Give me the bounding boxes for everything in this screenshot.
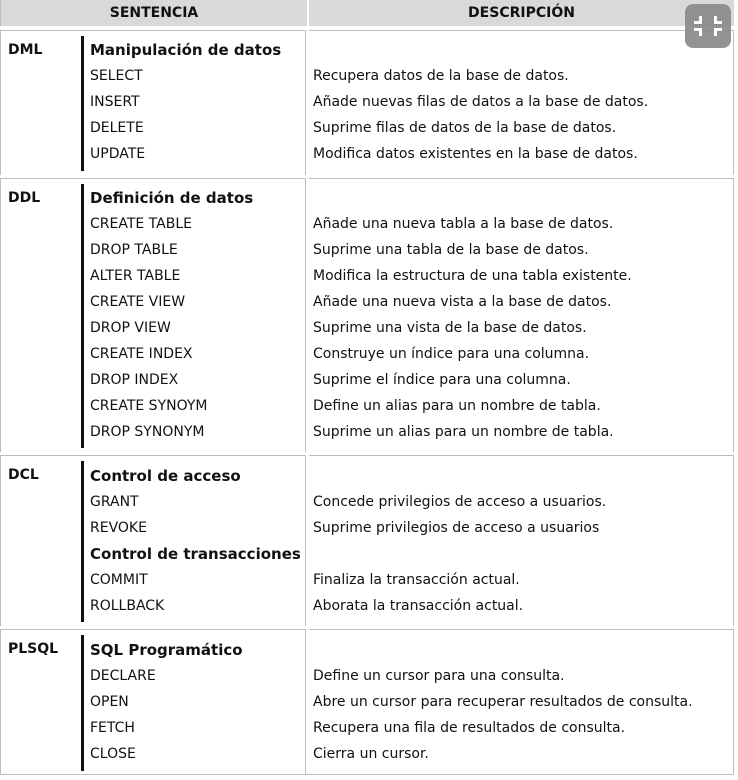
statement-name: SELECT [90,68,143,84]
statement-description: Concede privilegios de acceso a usuarios. [313,494,607,510]
section-divider-bar [81,461,84,622]
statement-description: Construye un índice para una columna. [313,346,590,362]
section-title: Manipulación de datos [90,41,282,59]
statement-description: Añade nuevas filas de datos a la base de datos. [313,94,649,110]
statement-name: DECLARE [90,668,156,684]
section-dml [0,30,734,175]
statement-name: CREATE TABLE [90,216,192,232]
section-title: Control de acceso [90,467,241,485]
statement-name: DROP VIEW [90,320,171,336]
statement-name: DROP SYNONYM [90,424,205,440]
statement-name: CREATE VIEW [90,294,186,310]
section-divider-bar [81,635,84,771]
statement-name: REVOKE [90,520,147,536]
collapse-button[interactable] [685,4,731,48]
column-header-descripcion [309,0,734,26]
section-divider-bar [81,36,84,171]
statement-name: UPDATE [90,146,146,162]
statement-description: Define un alias para un nombre de tabla. [313,398,601,414]
statement-name: DROP INDEX [90,372,179,388]
statement-name: CREATE SYNOYM [90,398,208,414]
section-dcl [0,455,734,626]
column-header-sentencia-label: SENTENCIA [109,5,199,21]
statement-name: ROLLBACK [90,598,165,614]
statement-description: Suprime un alias para un nombre de tabla. [313,424,614,440]
statement-description: Aborata la transacción actual. [313,598,524,614]
statement-name: DROP TABLE [90,242,178,258]
statement-name: INSERT [90,94,140,110]
statement-name: ALTER TABLE [90,268,181,284]
section-divider-bar [81,184,84,448]
section-title: SQL Programático [90,641,243,659]
statement-description: Cierra un cursor. [313,746,429,762]
table-bottom-border [0,774,734,775]
section-code: PLSQL [8,641,59,657]
statement-description: Finaliza la transacción actual. [313,572,520,588]
statement-name: CLOSE [90,746,136,762]
statement-name: GRANT [90,494,139,510]
statement-name: OPEN [90,694,129,710]
section-code: DML [8,42,43,58]
statement-description: Define un cursor para una consulta. [313,668,565,684]
statement-name: CREATE INDEX [90,346,193,362]
statement-description: Suprime el índice para una columna. [313,372,571,388]
section-code: DDL [8,190,41,206]
section-ddl [0,178,734,452]
statement-description: Añade una nueva vista a la base de datos. [313,294,612,310]
section-code: DCL [8,467,39,483]
statement-description: Suprime una tabla de la base de datos. [313,242,589,258]
statement-description: Recupera una fila de resultados de consulta. [313,720,626,736]
statement-description: Suprime privilegios de acceso a usuarios [313,520,600,536]
statement-description: Añade una nueva tabla a la base de datos. [313,216,614,232]
statement-name: COMMIT [90,572,148,588]
statement-description: Recupera datos de la base de datos. [313,68,569,84]
section-title: Control de transacciones [90,545,301,563]
column-header-sentencia [0,0,307,26]
statement-description: Modifica datos existentes en la base de datos. [313,146,638,162]
collapse-arrows-icon [685,4,731,48]
statement-description: Modifica la estructura de una tabla existente. [313,268,632,284]
section-title: Definición de datos [90,189,254,207]
statement-description: Suprime filas de datos de la base de datos. [313,120,617,136]
statement-name: DELETE [90,120,144,136]
statement-name: FETCH [90,720,135,736]
column-header-descripcion-label: DESCRIPCIÓN [468,5,575,21]
statement-description: Suprime una vista de la base de datos. [313,320,587,336]
statement-description: Abre un cursor para recuperar resultados de consulta. [313,694,693,710]
section-plsql [0,629,734,775]
